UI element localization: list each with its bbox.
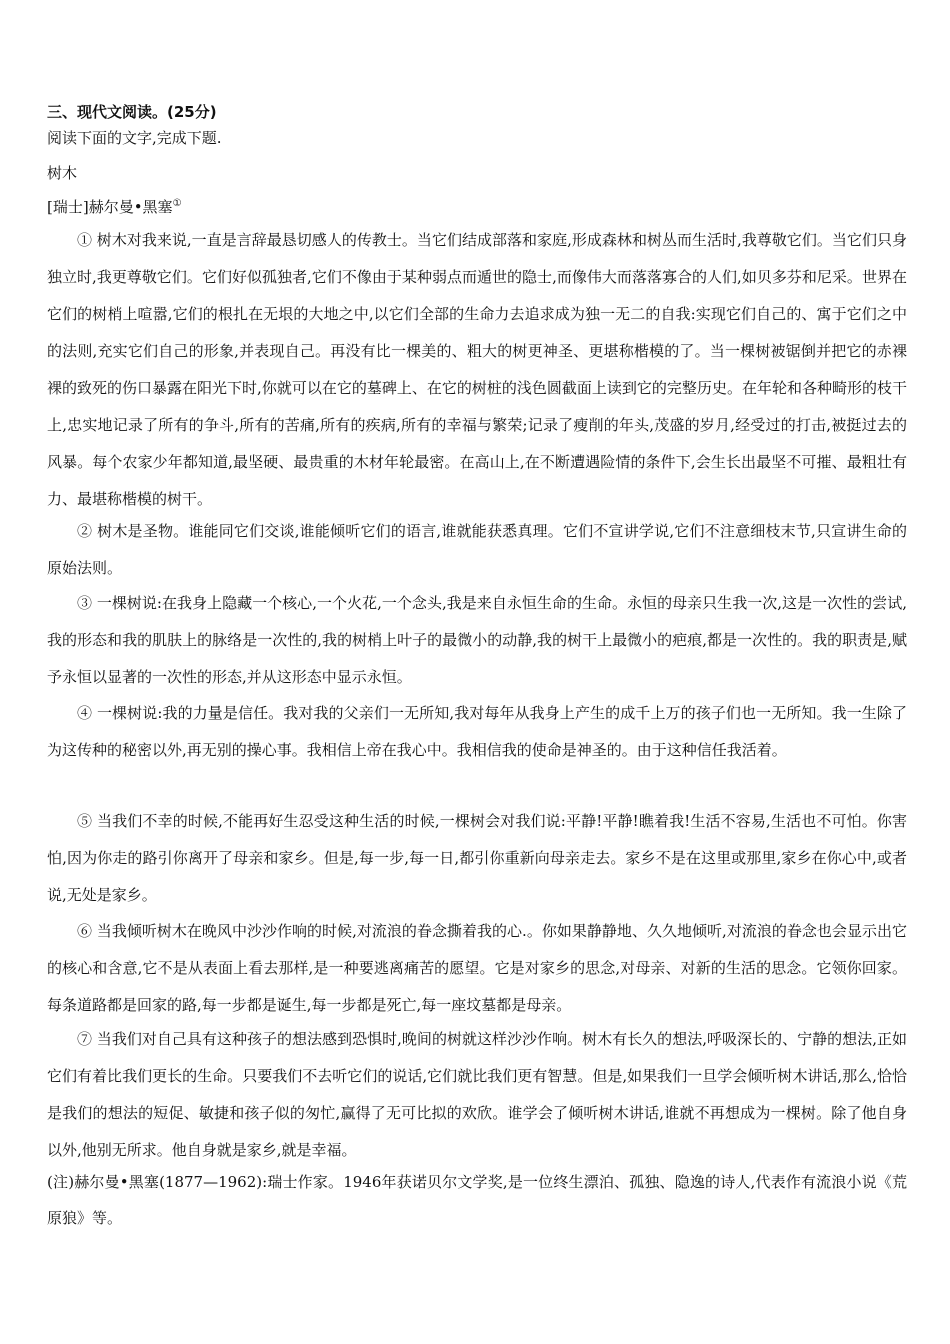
article-author: [47, 196, 182, 218]
author-footnote: (注)赫尔曼•黑塞(1877—1962):瑞士作家。1946年获诺贝尔文学奖,是一位终生漂泊、孤独、隐逸的诗人,代表作有流浪小说《荒原狼》等。: [47, 1173, 907, 1227]
paragraph-4: ④ 一棵树说:我的力量是信任。我对我的父亲们一无所知,我对每年从我身上产生的成千上万的孩子们也一无所知。我一生除了为这传种的秘密以外,再无别的操心事。我相信上帝在我心中。我相信我的使命是神圣的。由于这种信任我活着。: [47, 704, 907, 759]
section-heading: 三、现代文阅读。(25分): [47, 103, 217, 121]
author-footnote-mark: ①: [172, 198, 182, 209]
paragraph-2: ② 树木是圣物。谁能同它们交谈,谁能倾听它们的语言,谁就能获悉真理。它们不宣讲学说,它们不注意细枝末节,只宣讲生命的原始法则。: [47, 522, 907, 577]
article-title: 树木: [47, 164, 78, 182]
paragraph-1: ① 树木对我来说,一直是言辞最恳切感人的传教士。当它们结成部落和家庭,形成森林和树丛而生活时,我尊敬它们。当它们只身独立时,我更尊敬它们。它们好似孤独者,它们不像由于某种弱点而遁世的隐士,而像伟大而落落寡合的人们,如贝多芬和尼采。世界在它们的树梢上喧嚣,它们的根扎在无垠的大地之中,以它们全部的生命力去追求成为独一无二的自我:实现它们自己的、寓于它们之中的法则,充实它们自己的形象,并表现自己。再没有比一棵美的、粗大的树更神圣、更堪称楷模的了。当一棵树被锯倒并把它的赤裸裸的致死的伤口暴露在阳光下时,你就可以在它的墓碑上、在它的树桩的浅色圆截面上读到它的完整历史。在年轮和各种畸形的枝干上,忠实地记录了所有的争斗,所有的苦痛,所有的疾病,所有的幸福与繁荣;记录了瘦削的年头,茂盛的岁月,经受过的打击,被挺过去的风暴。每个农家少年都知道,最坚硬、最贵重的木材年轮最密。在高山上,在不断遭遇险情的条件下,会生长出最坚不可摧、最粗壮有力、最堪称楷模的树干。: [47, 231, 907, 508]
paragraph-7: ⑦ 当我们对自己具有这种孩子的想法感到恐惧时,晚间的树就这样沙沙作响。树木有长久的想法,呼吸深长的、宁静的想法,正如它们有着比我们更长的生命。只要我们不去听它们的说话,它们就比我们更有智慧。但是,如果我们一旦学会倾听树木讲话,那么,恰恰是我们的想法的短促、敏捷和孩子似的匆忙,赢得了无可比拟的欢欣。谁学会了倾听树木讲话,谁就不再想成为一棵树。除了他自身以外,他别无所求。他自身就是家乡,就是幸福。: [47, 1030, 907, 1159]
paragraph-3: ③ 一棵树说:在我身上隐藏一个核心,一个火花,一个念头,我是来自永恒生命的生命。永恒的母亲只生我一次,这是一次性的尝试,我的形态和我的肌肤上的脉络是一次性的,我的树梢上叶子的最微小的动静,我的树干上最微小的疤痕,都是一次性的。我的职责是,赋予永恒以显著的一次性的形态,并从这形态中显示永恒。: [47, 594, 907, 686]
reading-instruction: 阅读下面的文字,完成下题.: [47, 129, 222, 147]
paragraph-6: ⑥ 当我倾听树木在晚风中沙沙作响的时候,对流浪的眷念撕着我的心.。你如果静静地、久久地倾听,对流浪的眷念也会显示出它的核心和含意,它不是从表面上看去那样,是一种要逃离痛苦的愿望。它是对家乡的思念,对母亲、对新的生活的思念。它领你回家。每条道路都是回家的路,每一步都是诞生,每一步都是死亡,每一座坟墓都是母亲。: [47, 922, 907, 1014]
author-name: [瑞士]赫尔曼•黑塞: [47, 198, 173, 216]
paragraph-5: ⑤ 当我们不幸的时候,不能再好生忍受这种生活的时候,一棵树会对我们说:平静!平静!瞧着我!生活不容易,生活也不可怕。你害怕,因为你走的路引你离开了母亲和家乡。但是,每一步,每一日,都引你重新向母亲走去。家乡不是在这里或那里,家乡在你心中,或者说,无处是家乡。: [47, 812, 907, 904]
